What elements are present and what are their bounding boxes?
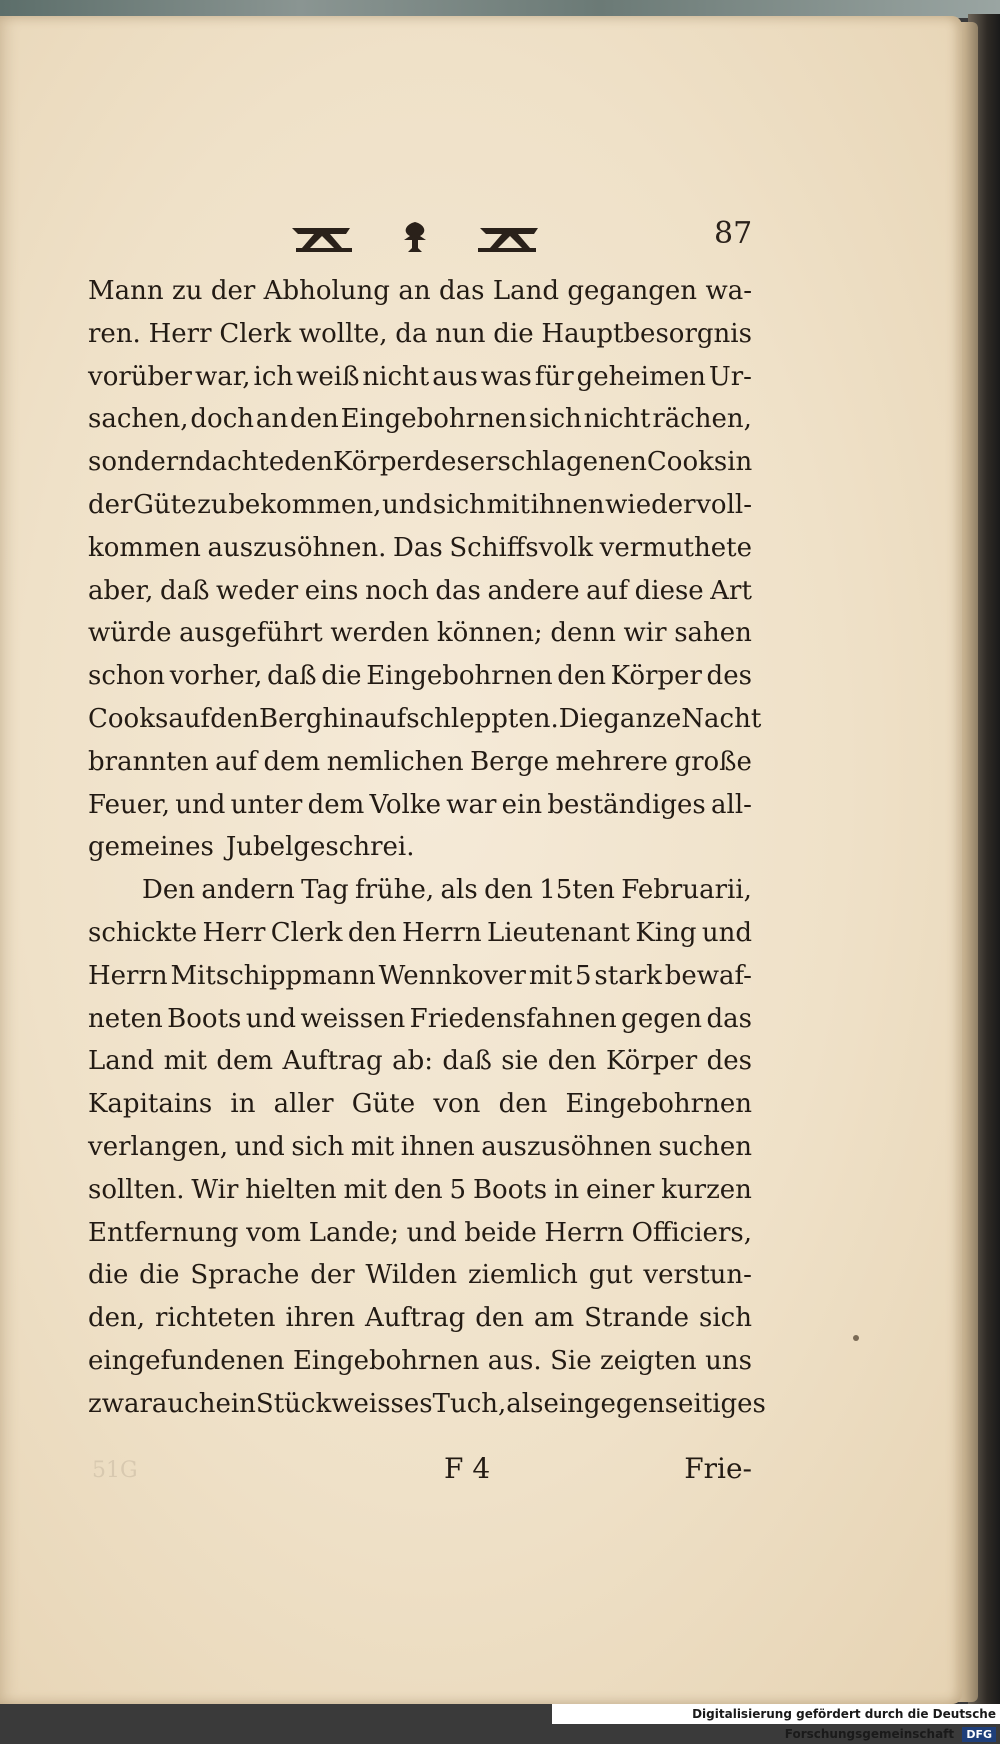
word: Körper: [610, 661, 702, 692]
word: ihren: [285, 1303, 356, 1334]
word: den: [547, 1046, 597, 1077]
word: Auftrag: [365, 1303, 466, 1334]
word: und: [701, 917, 752, 948]
word: Strande: [584, 1303, 690, 1334]
word: wa-: [705, 276, 752, 306]
word: Stück: [255, 1388, 332, 1419]
word: Körper: [333, 447, 425, 478]
dfg-logo: DFG: [962, 1727, 996, 1742]
word: gut: [588, 1260, 633, 1291]
word: Den: [142, 875, 195, 906]
word: Herrn: [88, 960, 168, 991]
word: dem: [216, 1046, 274, 1077]
word: zu: [172, 276, 203, 306]
word: vorher,: [169, 661, 263, 692]
word: sondern: [88, 447, 195, 478]
text-line: [88, 527, 752, 570]
word: auch: [151, 1388, 216, 1419]
word: Cooks: [646, 447, 728, 478]
word: den: [484, 875, 533, 906]
word: was: [480, 361, 532, 392]
text-line: [88, 784, 752, 827]
text-line: [88, 698, 762, 741]
word: Eingebohrnen: [366, 661, 553, 692]
word: dem: [263, 746, 321, 777]
word: und: [234, 1131, 285, 1162]
word: mit: [528, 960, 573, 991]
word: als: [506, 1388, 544, 1419]
word: und: [382, 489, 433, 520]
word: den: [347, 917, 397, 948]
word: den: [498, 1089, 548, 1120]
word: neten: [88, 1003, 163, 1034]
word: Eingebohrnen: [340, 404, 527, 435]
word: uns: [705, 1345, 752, 1376]
word: Sprache: [190, 1260, 300, 1291]
word: ziemlich: [467, 1260, 578, 1291]
word: ganze: [603, 703, 682, 734]
word: zeigten: [600, 1345, 697, 1376]
word: all-: [711, 789, 752, 820]
word: zwar: [88, 1388, 152, 1419]
word: der: [88, 489, 133, 520]
word: den: [289, 404, 339, 435]
word: Ur-: [708, 361, 752, 392]
word: ich: [253, 361, 294, 392]
word: richteten: [155, 1303, 276, 1334]
text-line: [88, 356, 752, 399]
word: Clerk: [270, 917, 343, 948]
word: Herr: [202, 917, 266, 948]
word: daß: [442, 1046, 492, 1077]
text-line: [88, 655, 752, 698]
word: weisses: [331, 1388, 433, 1419]
word: auf: [586, 575, 629, 606]
word: weissen: [300, 1003, 406, 1034]
word: war: [446, 789, 497, 820]
word: mit: [350, 1131, 395, 1162]
word: Clerk: [219, 318, 292, 349]
word: und: [175, 789, 226, 820]
word: daß: [267, 661, 317, 692]
digitization-credit: [552, 1704, 1000, 1741]
credit-text: Digitalisierung gefördert durch die Deutsche Forschungsgemeinschaft: [692, 1707, 996, 1741]
word: Herrn: [401, 917, 482, 948]
faint-mark: 51G: [92, 1458, 138, 1483]
word: erschlagenen: [469, 447, 647, 478]
word: die: [88, 1260, 129, 1291]
word: gegenseitiges: [583, 1388, 766, 1419]
word: den,: [88, 1303, 146, 1334]
word: ihnen: [400, 1131, 475, 1162]
word: und: [406, 1217, 457, 1248]
word: des: [706, 1046, 752, 1077]
text-line: [88, 1254, 752, 1297]
word: suchen: [658, 1131, 752, 1162]
word: diese: [634, 575, 704, 606]
word: ab:: [392, 1046, 433, 1077]
word: geheimen: [576, 361, 706, 392]
word: eingefundenen: [88, 1345, 285, 1376]
word: Officiers,: [631, 1217, 752, 1248]
word: kommen: [88, 532, 201, 563]
text-line: [88, 1083, 752, 1126]
word: die: [139, 1260, 180, 1291]
word: in: [554, 1174, 580, 1205]
word: Mitschippmann: [170, 960, 376, 991]
word: ihnen: [530, 489, 605, 520]
word: den: [393, 1174, 443, 1205]
word: der: [310, 1260, 355, 1291]
word: Land: [88, 1046, 155, 1077]
word: brannten: [88, 746, 209, 777]
word: stark: [594, 960, 662, 991]
word: wir: [623, 618, 667, 649]
word: beständiges: [547, 789, 706, 820]
word: Die: [558, 703, 604, 734]
word: ein: [215, 1388, 256, 1419]
word: andern: [201, 875, 295, 906]
word: Herr: [148, 318, 212, 349]
word: nun: [435, 318, 486, 349]
word: frühe,: [354, 875, 435, 906]
word: gegen: [621, 1003, 702, 1034]
word: die: [493, 318, 534, 349]
word: 15ten: [539, 875, 615, 906]
word: eins: [304, 575, 359, 606]
catchword: Frie-: [684, 1452, 752, 1485]
word: den: [210, 703, 259, 734]
word: Eingebohrnen: [292, 1345, 480, 1376]
text-line: [88, 270, 752, 313]
word: den: [475, 1303, 524, 1334]
word: vom: [246, 1217, 302, 1248]
word: Das: [393, 532, 443, 563]
word: Wir: [191, 1174, 239, 1205]
word: aus.: [487, 1345, 542, 1376]
word: Kapitains: [88, 1089, 213, 1120]
paper-speck: [853, 1335, 859, 1341]
word: mit: [343, 1174, 387, 1205]
signature-mark: F 4: [444, 1452, 491, 1485]
word: dachte: [194, 447, 285, 478]
word: Berge: [470, 746, 550, 777]
word: aller: [273, 1089, 334, 1120]
word: Eingebohrnen: [565, 1089, 752, 1120]
word: denn: [550, 618, 616, 649]
word: verstun-: [643, 1260, 752, 1291]
word: Jubelgeschrei.: [225, 832, 415, 863]
word: am: [533, 1303, 575, 1334]
word: sahen: [674, 618, 752, 649]
word: Friedensfahnen: [409, 1003, 617, 1034]
word: gegangen: [567, 276, 698, 306]
word: wollte,: [298, 318, 388, 349]
word: Lieutenant: [487, 917, 630, 948]
word: Sie: [550, 1345, 592, 1376]
word: schon: [88, 661, 166, 692]
word: ein: [543, 1388, 584, 1419]
word: sich: [528, 404, 582, 435]
word: zu: [197, 489, 228, 520]
word: Nacht: [681, 703, 762, 734]
text-line: [88, 912, 752, 955]
word: doch: [190, 404, 254, 435]
text-line: [88, 484, 752, 527]
word: wieder: [605, 489, 696, 520]
word: Wilden: [365, 1260, 458, 1291]
word: des: [706, 661, 752, 692]
page-footer: [88, 1452, 752, 1496]
word: ren.: [88, 318, 141, 349]
text-line: [88, 570, 752, 613]
text-line: [88, 441, 752, 484]
word: da: [395, 318, 428, 349]
word: daß: [159, 575, 210, 606]
word: Boots: [167, 1003, 242, 1034]
word: auszusöhnen.: [207, 532, 387, 563]
word: sie: [501, 1046, 539, 1077]
word: Wennkover: [378, 960, 526, 991]
word: nemlichen: [326, 746, 464, 777]
word: Güte: [351, 1089, 416, 1120]
word: noch: [365, 575, 429, 606]
word: Lande;: [308, 1217, 399, 1248]
word: Cooks: [88, 703, 169, 734]
word: Schiffsvolk: [449, 532, 594, 563]
word: 5: [449, 1174, 467, 1205]
word: von: [433, 1089, 481, 1120]
word: Boots: [472, 1174, 548, 1205]
word: als: [440, 875, 478, 906]
word: des: [424, 447, 470, 478]
word: mit: [163, 1046, 207, 1077]
word: an: [398, 276, 431, 306]
word: sich: [432, 489, 486, 520]
word: auszusöhnen: [481, 1131, 652, 1162]
word: Volke: [369, 789, 442, 820]
text-line: [88, 612, 752, 655]
text-line: [88, 1040, 752, 1083]
word: Art: [710, 575, 752, 606]
word: Tag: [301, 875, 349, 906]
word: rächen,: [652, 404, 752, 435]
text-line: [88, 1297, 752, 1340]
word: Mann: [88, 276, 164, 306]
word: hielten: [245, 1174, 337, 1205]
word: andere: [487, 575, 580, 606]
word: einer: [586, 1174, 655, 1205]
word: aus: [432, 361, 478, 392]
word: das: [706, 1003, 752, 1034]
word: King: [635, 917, 697, 948]
word: gemeines: [88, 832, 214, 863]
word: das: [438, 276, 485, 306]
word: bekommen,: [228, 489, 382, 520]
text-line: [88, 1126, 752, 1169]
ornament-icon: [290, 218, 540, 258]
text-line: [88, 1340, 752, 1383]
word: vorüber: [88, 361, 192, 392]
word: schickte: [88, 917, 198, 948]
word: auf: [215, 746, 258, 777]
word: Berg: [258, 703, 323, 734]
page-number: 87: [714, 216, 753, 251]
word: nicht: [583, 404, 651, 435]
word: werden: [330, 618, 430, 649]
word: vermuthete: [599, 532, 752, 563]
text-line: [88, 1212, 752, 1255]
word: und: [245, 1003, 296, 1034]
word: 5: [575, 960, 592, 991]
text-line: [88, 741, 752, 784]
text-line: [88, 1169, 752, 1212]
word: sollten.: [88, 1174, 185, 1205]
word: mit: [486, 489, 530, 520]
word: unter: [230, 789, 303, 820]
word: die: [321, 661, 362, 692]
word: Land: [492, 276, 559, 306]
word: den: [557, 661, 607, 692]
body-text: [88, 270, 766, 1426]
word: an: [255, 404, 289, 435]
word: Güte: [133, 489, 197, 520]
word: in: [727, 447, 753, 478]
word: weder: [216, 575, 299, 606]
text-line: [88, 955, 752, 998]
word: den: [284, 447, 334, 478]
word: würde: [88, 618, 172, 649]
word: voll-: [696, 489, 752, 520]
word: können;: [436, 618, 543, 649]
word: Abholung: [263, 276, 390, 306]
word: in: [230, 1089, 256, 1120]
word: verlangen,: [88, 1131, 229, 1162]
word: war,: [194, 361, 251, 392]
word: Auftrag: [282, 1046, 383, 1077]
word: kurzen: [661, 1174, 752, 1205]
word: auf: [168, 703, 211, 734]
word: sich: [699, 1303, 752, 1334]
text-line: [88, 313, 752, 356]
word: hinauf: [322, 703, 407, 734]
word: schleppten.: [406, 703, 559, 734]
word: das: [435, 575, 481, 606]
word: beide: [464, 1217, 537, 1248]
word: aber,: [88, 575, 154, 606]
text-line: [88, 826, 752, 869]
word: sich: [291, 1131, 345, 1162]
word: Körper: [605, 1046, 698, 1077]
word: ein: [501, 789, 543, 820]
word: bewaf-: [664, 960, 752, 991]
word: Hauptbesorgnis: [541, 318, 752, 349]
word: weiß: [296, 361, 360, 392]
word: nicht: [362, 361, 430, 392]
word: Feuer,: [88, 789, 170, 820]
word: Herrn: [544, 1217, 624, 1248]
word: Februarii,: [621, 875, 752, 906]
text-line: [88, 1383, 766, 1426]
word: für: [534, 361, 574, 392]
word: dem: [307, 789, 365, 820]
word: große: [674, 746, 752, 777]
word: sachen,: [88, 404, 189, 435]
word: Entfernung: [88, 1217, 239, 1248]
text-line: [88, 398, 752, 441]
word: mehrere: [555, 746, 668, 777]
text-line: [88, 998, 752, 1041]
word: Tuch,: [432, 1388, 507, 1419]
word: der: [210, 276, 256, 306]
word: ausgeführt: [179, 618, 323, 649]
text-line: [88, 869, 752, 912]
